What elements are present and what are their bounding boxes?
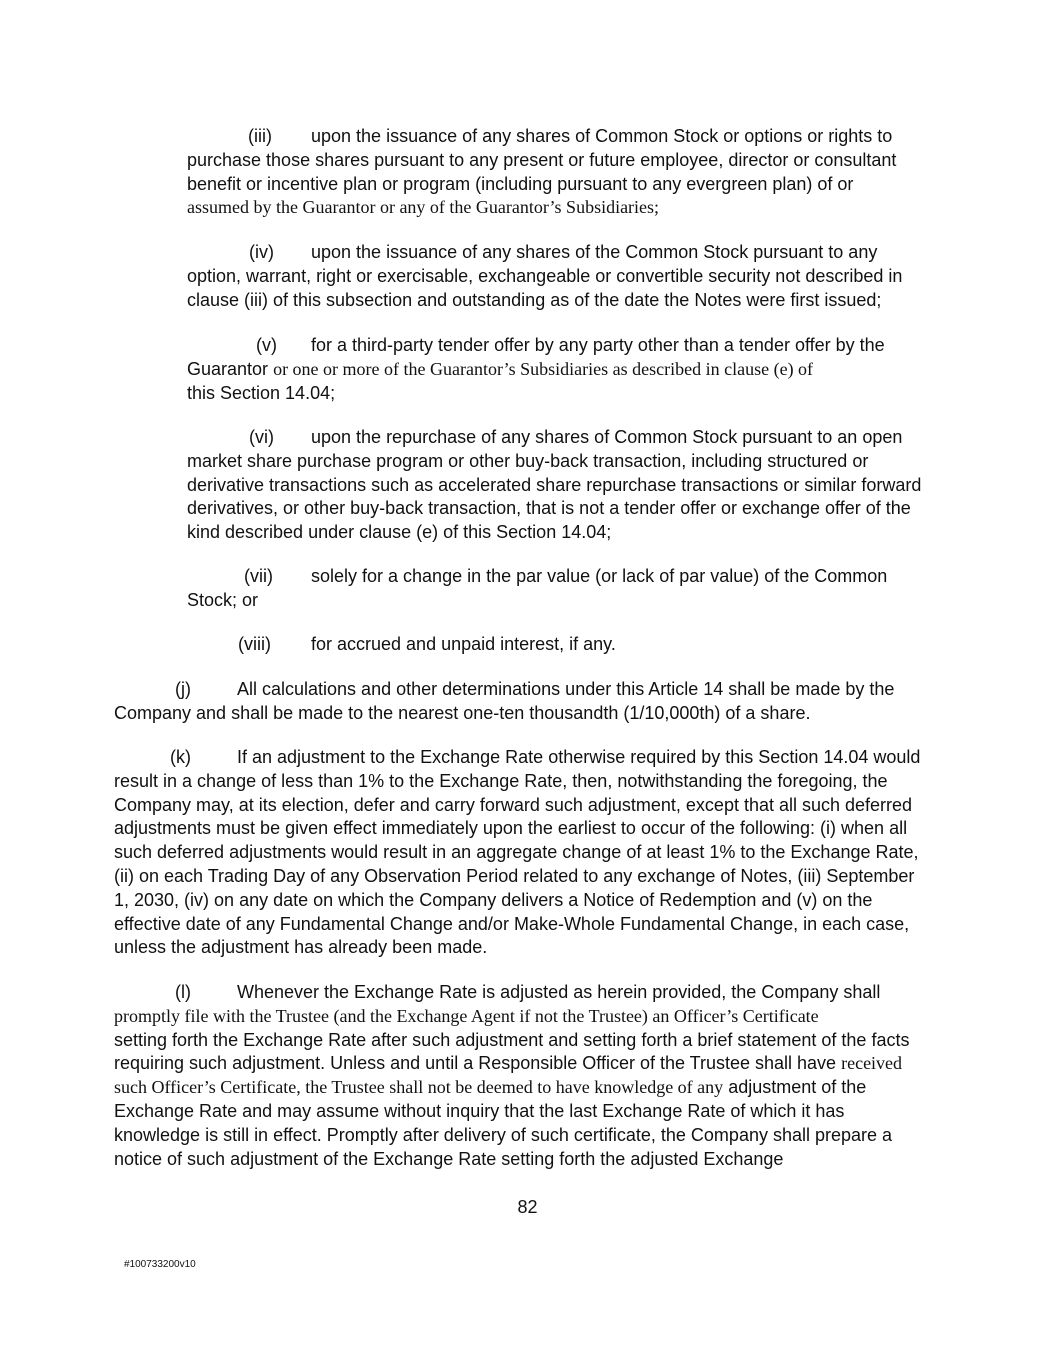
clause-label: (v) xyxy=(256,335,277,355)
clause-viii xyxy=(187,633,932,657)
section-label: (l) xyxy=(175,982,191,1002)
clause-text-end: this Section 14.04; xyxy=(187,382,336,403)
clause-label: (vi) xyxy=(249,427,274,447)
clause-text: upon the issuance of any shares of Common Stock or options or rights to purchase those shares pursuant to any present or future employee, director or consultant benefit or incentive plan or program (including pursuant to any evergreen plan) of or xyxy=(187,126,897,194)
clause-label: (vii) xyxy=(244,566,273,586)
clause-text: for accrued and unpaid interest, if any. xyxy=(311,634,616,654)
section-text: If an adjustment to the Exchange Rate otherwise required by this Section 14.04 would result in a change of less than 1% to the Exchange Rate, then, notwithstanding the foregoing, the Company may, at its election, defer and carry forward such adjustment, except that all such deferred adjustments must be given effect immediately upon the earliest to occur of the following: (i) when all such deferred adjustments would result in an aggregate change of at least 1% to the Exchange Rate, (ii) on each Trading Day of any Observation Period related to any exchange of Notes, (iii) September 1, 2030, (iv) on any date on which the Company delivers a Notice of Redemption and (v) on the effective date of any Fundamental Change and/or Make-Whole Fundamental Change, in each case, unless the adjustment has already been made. xyxy=(114,747,921,958)
document-id: #100733200v10 xyxy=(124,1259,196,1270)
section-text-serif: received such Officer’s Certificate, the Trustee shall not be deemed to have knowledge of any xyxy=(114,1053,903,1098)
clause-iv xyxy=(187,241,932,312)
section-text: Whenever the Exchange Rate is adjusted as herein provided, the Company shall xyxy=(237,982,881,1002)
section-text: setting forth the Exchange Rate after such adjustment and setting forth a brief statement of the facts requiring such adjustment. Unless and until a Responsible Officer of the Trustee shall have xyxy=(114,1029,910,1074)
clause-text-serif: assumed by the Guarantor or any of the Guarantor’s Subsidiaries; xyxy=(187,197,660,218)
clause-text: solely for a change in the par value (or lack of par value) of the Common Stock; or xyxy=(187,566,888,610)
clause-iii xyxy=(187,125,932,220)
section-label: (k) xyxy=(170,747,191,767)
clause-text: for a third-party tender offer by any party other than a tender offer by the Guarantor xyxy=(187,335,885,379)
section-text: All calculations and other determinations under this Article 14 shall be made by the Company and shall be made to the nearest one-ten thousandth (1/10,000th) of a share. xyxy=(114,679,895,723)
clause-text: upon the repurchase of any shares of Common Stock pursuant to an open market share purchase program or other buy-back transaction, including structured or derivative transactions such as accelerated share repurchase transactions or similar forward derivatives, or other buy-back transaction, that is not a tender offer or exchange offer of the kind described under clause (e) of this Section 14.04; xyxy=(187,427,922,543)
section-j xyxy=(114,678,932,726)
clause-label: (iv) xyxy=(249,242,274,262)
section-k xyxy=(114,746,932,960)
clause-vii xyxy=(187,565,932,613)
clause-text-serif: or one or more of the Guarantor’s Subsidiaries as described in clause (e) of xyxy=(273,358,814,379)
clause-vi xyxy=(187,426,932,545)
clause-text: upon the issuance of any shares of the Common Stock pursuant to any option, warrant, right or exercisable, exchangeable or convertible security not described in clause (iii) of this subsection and outstanding as of the date the Notes were first issued; xyxy=(187,242,903,310)
clause-label: (viii) xyxy=(238,634,271,654)
clause-label: (iii) xyxy=(248,126,272,146)
section-l xyxy=(114,981,932,1171)
clause-v xyxy=(187,334,932,405)
section-text: adjustment of the Exchange Rate and may assume without inquiry that the last Exchange Rate of which it has knowledge is still in effect. Promptly after delivery of such certificate, the Company shall prepare a notice of such adjustment of the Exchange Rate setting forth the adjusted Exchange xyxy=(114,1077,893,1169)
page-number: 82 xyxy=(517,1197,538,1217)
section-label: (j) xyxy=(175,679,191,699)
section-text-serif: promptly file with the Trustee (and the Exchange Agent if not the Trustee) an Officer’s Certificate xyxy=(114,1005,819,1026)
